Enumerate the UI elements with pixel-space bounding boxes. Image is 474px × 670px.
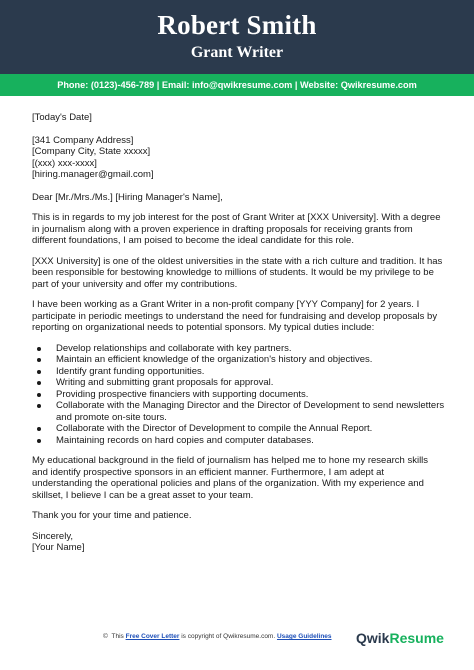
logo-part-resume: Resume bbox=[389, 630, 444, 646]
duties-list bbox=[32, 343, 446, 447]
free-cover-letter-link[interactable]: Free Cover Letter bbox=[125, 633, 180, 640]
footer-middle: is copyright of Qwikresume.com. bbox=[181, 633, 276, 640]
header-banner bbox=[0, 0, 474, 74]
applicant-name: Robert Smith bbox=[157, 10, 317, 40]
footer bbox=[0, 628, 474, 648]
duty-item: Identify grant funding opportunities. bbox=[32, 366, 446, 378]
job-title: Grant Writer bbox=[190, 44, 284, 61]
thanks-line: Thank you for your time and patience. bbox=[32, 510, 192, 521]
paragraph-university: [XXX University] is one of the oldest universities in the state with a rich culture and tradition. It has been responsible for bestowing knowledge to millions of students. It would be my privilege to be part of your university and offer my contributions. bbox=[32, 255, 443, 290]
footer-prefix: This bbox=[111, 633, 124, 640]
letter-body bbox=[32, 112, 446, 554]
duty-item: Maintaining records on hard copies and computer databases. bbox=[32, 435, 446, 447]
paragraph-experience: I have been working as a Grant Writer in a non-profit company [YYY Company] for 2 years. I participate in periodic meetings to understand the need for fundraising and develop proposals by reporting on organizational needs to potential sponsors. My typical duties include: bbox=[32, 299, 438, 333]
recipient-address bbox=[32, 135, 446, 181]
duty-item: Writing and submitting grant proposals for approval. bbox=[32, 377, 446, 389]
qwikresume-logo[interactable] bbox=[356, 628, 444, 648]
salutation: Dear [Mr./Mrs./Ms.] [Hiring Manager's Name], bbox=[32, 191, 223, 203]
signature: [Your Name] bbox=[32, 542, 85, 553]
duty-item: Collaborate with the Managing Director and the Director of Development to send newsletters and promote on-site tours. bbox=[32, 400, 446, 423]
duty-item: Maintain an efficient knowledge of the organization's history and objectives. bbox=[32, 354, 446, 366]
duty-item: Develop relationships and collaborate with key partners. bbox=[32, 343, 446, 355]
duty-item: Collaborate with the Director of Development to compile the Annual Report. bbox=[32, 423, 446, 435]
address-line: [341 Company Address] bbox=[32, 134, 134, 146]
paragraph-education: My educational background in the field of journalism has helped me to hone my research skills and identify prospective sponsors in an efficient manner. Furthermore, I am adept at understanding the operational policies and plans of the organization. With my experience and skillset, I believe I can be a great asset to your team. bbox=[32, 455, 429, 501]
address-line: [hiring.manager@gmail.com] bbox=[32, 169, 154, 180]
letter-date: [Today's Date] bbox=[32, 112, 92, 123]
logo-part-qwik: Qwik bbox=[356, 630, 390, 646]
duty-item: Providing prospective financiers with supporting documents. bbox=[32, 389, 446, 401]
address-line: [Company City, State xxxxx] bbox=[32, 146, 151, 157]
contact-bar: Phone: (0123)-456-789 | Email: info@qwikresume.com | Website: Qwikresume.com bbox=[0, 74, 474, 96]
copyright-icon: © bbox=[103, 633, 108, 640]
closing: Sincerely, bbox=[32, 530, 74, 542]
paragraph-intro: This is in regards to my job interest for the post of Grant Writer at [XXX University]. With a degree in journalism along with a proven experience in drafting proposals for receiving grants from different foundations, I am poised to become the ideal candidate for this role. bbox=[32, 212, 441, 246]
footer-copyright-text bbox=[103, 633, 332, 640]
address-line: [(xxx) xxx-xxxx] bbox=[32, 157, 97, 169]
usage-guidelines-link[interactable]: Usage Guidelines bbox=[276, 633, 332, 640]
